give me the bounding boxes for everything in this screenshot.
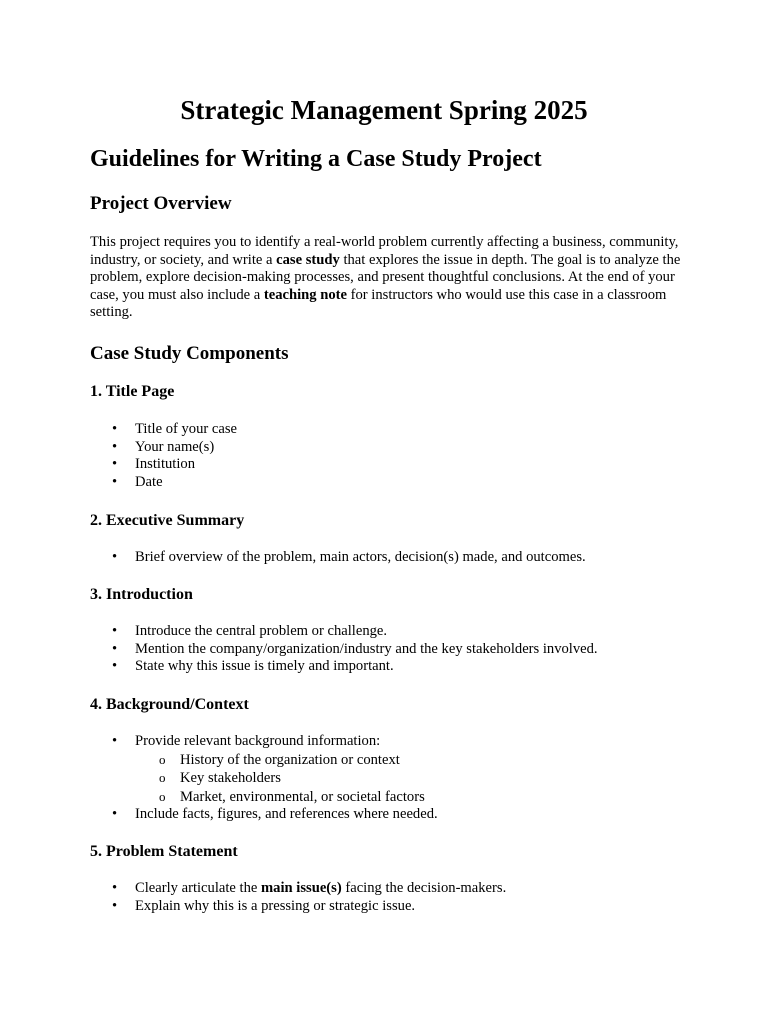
project-overview-heading: Project Overview <box>90 193 232 214</box>
components-heading: Case Study Components <box>90 343 289 364</box>
sub-list-item: o Market, environmental, or societal factors <box>135 788 438 807</box>
project-overview-paragraph <box>90 234 690 322</box>
list-item: • Institution <box>90 456 237 474</box>
document-title: Strategic Management Spring 2025 <box>180 95 588 125</box>
problem-statement-list <box>90 880 506 915</box>
teaching-note-emphasis: teaching note <box>263 286 347 303</box>
list-item: • Explain why this is a pressing or strategic issue. <box>90 898 506 916</box>
list-item: • Introduce the central problem or challenge. <box>90 623 598 641</box>
overview-text-1: This project requires you to identify a real-world problem currently affecting a business, community, industry, or society, and write a <box>90 234 679 268</box>
list-item: • Your name(s) <box>90 439 237 457</box>
background-item-text: Provide relevant background information: <box>135 733 381 749</box>
title-page-heading: 1. Title Page <box>90 383 175 400</box>
list-item: • Mention the company/organization/industry and the key stakeholders involved. <box>90 641 598 659</box>
list-item: • Include facts, figures, and references where needed. <box>90 806 438 824</box>
title-page-list <box>90 421 237 491</box>
list-item: • Brief overview of the problem, main actors, decision(s) made, and outcomes. <box>90 549 586 567</box>
background-sub-list <box>135 751 438 807</box>
guidelines-heading: Guidelines for Writing a Case Study Project <box>90 146 542 172</box>
sub-list-item: o Key stakeholders <box>135 769 438 788</box>
list-item: • Date <box>90 474 237 492</box>
sub-list-item: o History of the organization or context <box>135 751 438 770</box>
introduction-list <box>90 623 598 676</box>
case-study-emphasis: case study <box>276 251 340 268</box>
list-item <box>90 880 506 898</box>
background-heading: 4. Background/Context <box>90 696 249 713</box>
overview-text-2: that explores the issue in depth. The goal is to analyze the problem, explore decision-making processes, and present thoughtful conclusions. At the end of your case, you must also include a <box>90 251 681 303</box>
overview-text-3: for instructors who would use this case in a classroom setting. <box>90 286 667 321</box>
list-item: • Title of your case <box>90 421 237 439</box>
background-list <box>90 733 438 824</box>
introduction-heading: 3. Introduction <box>90 586 193 603</box>
problem-item-text-before: Clearly articulate the <box>135 880 262 896</box>
list-item <box>90 733 438 806</box>
executive-summary-list <box>90 549 586 567</box>
problem-statement-heading: 5. Problem Statement <box>90 843 238 860</box>
main-issue-emphasis: main issue(s) <box>261 880 342 896</box>
list-item: • State why this issue is timely and important. <box>90 658 598 676</box>
problem-item-text-after: facing the decision-makers. <box>341 880 507 896</box>
executive-summary-heading: 2. Executive Summary <box>90 512 245 529</box>
